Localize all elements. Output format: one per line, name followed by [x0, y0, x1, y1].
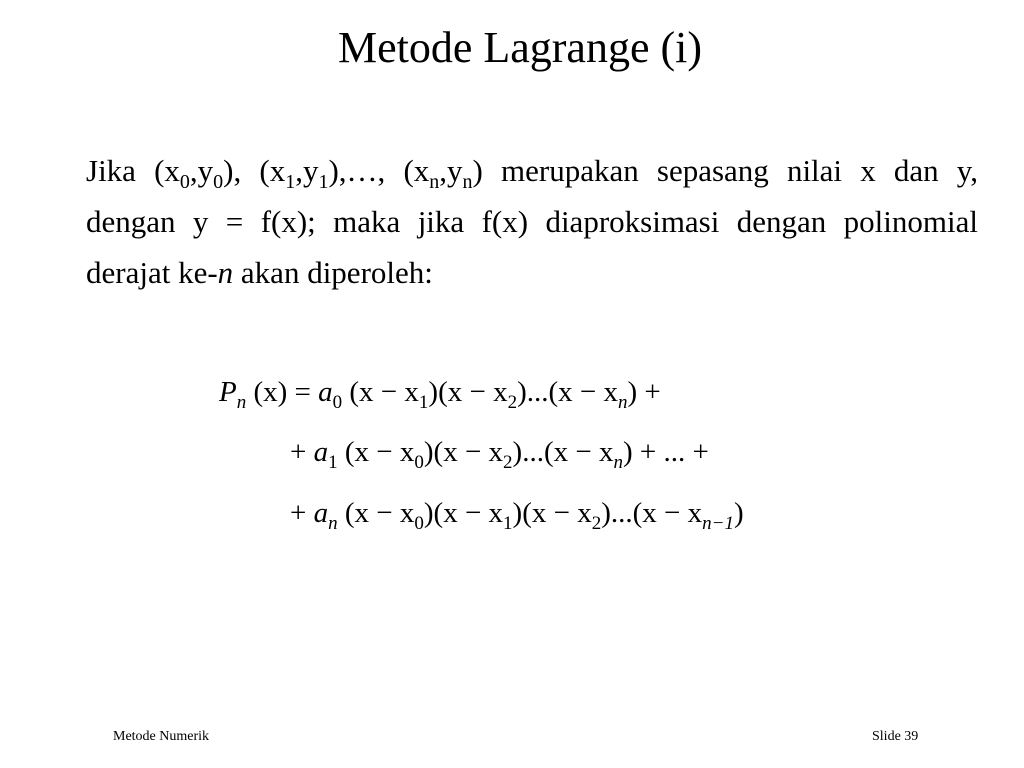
body-paragraph: Jika $(x_0,y_0)$, $(x_1,y_1),\dots$, $(x_n,y_n)$ merupakan sepasang nilai x dan y, dengan y = f(x); maka jika f(x) diaproksimasi dengan polinomial derajat ke-n akan diperoleh:	[86, 153, 979, 290]
footer-course-name: Metode Numerik	[113, 729, 210, 744]
lagrange-equation-line-3: + $a_n$ $(x - x_0)(x - x_1)(x - x_2)...(x - x_{n-1})$	[290, 497, 744, 534]
lagrange-equation-line-2: + $a_1$ $(x - x_0)(x - x_2)...(x - x_n)$ + ... +	[290, 436, 709, 473]
lagrange-equation-line-1: $P_n$ $(x) = a_0$ $(x - x_1)(x - x_2)...(x - x_n)$ +	[219, 376, 661, 413]
degree-variable: n	[217, 255, 234, 290]
footer-slide-number: Slide 39	[872, 729, 919, 744]
slide-title: Metode Lagrange (i)	[337, 23, 703, 72]
